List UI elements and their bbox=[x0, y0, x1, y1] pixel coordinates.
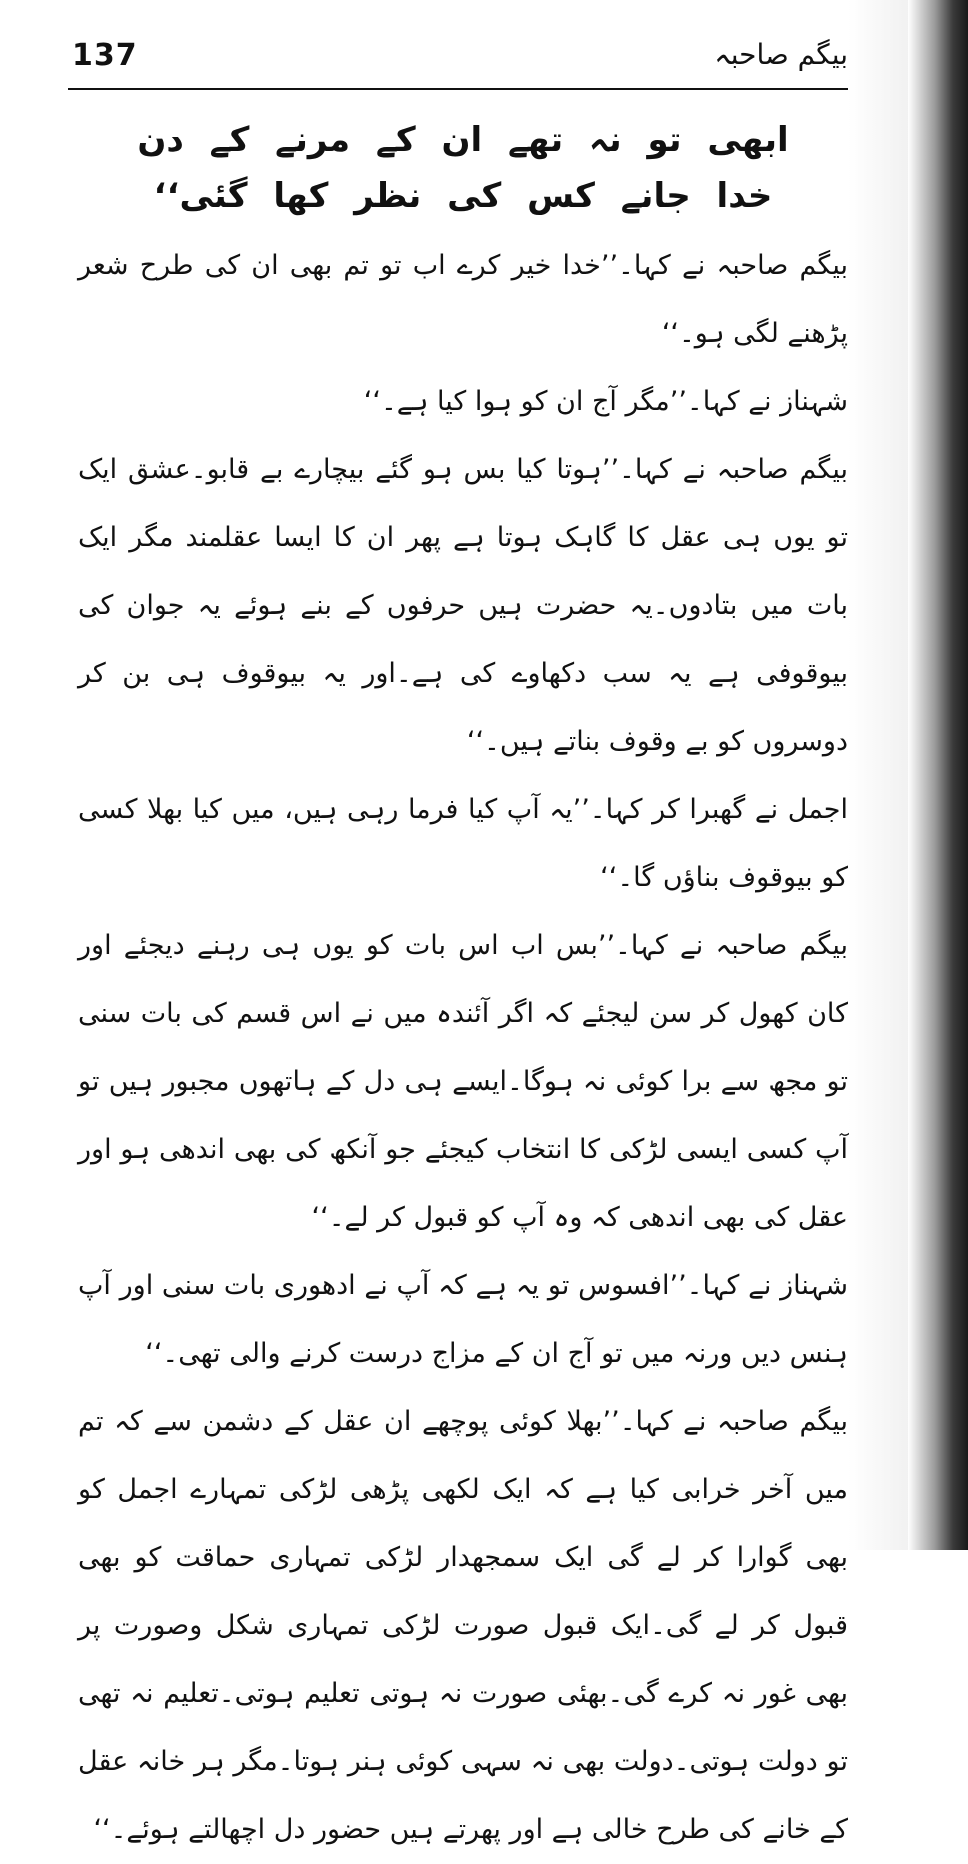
paragraph: بیگم صاحبہ نے کہا۔’’بھلا کوئی پوچھے ان عقل کے دشمن سے کہ تم میں آخر خرابی کیا ہے کہ ایک لکھی پڑھی لڑکی تمہارے اجمل کو بھی گوارا کر لے گی ایک سمجھدار لڑکی تمہاری حماقت کو بھی قبول کر لے گی۔ایک قبول صورت لڑکی تمہاری شکل وصورت پر بھی غور نہ کرے گی۔بھئی صورت نہ ہوتی تعلیم ہوتی۔تعلیم نہ تھی تو دولت ہوتی۔دولت بھی نہ سہی کوئی ہنر ہوتا۔مگر ہر خانہ عقل کے خانے کی طرح خالی ہے اور پھرتے ہیں حضور دل اچھالتے ہوئے۔‘‘ bbox=[78, 1406, 848, 1845]
paragraph: اجمل نے گھبرا کر کہا۔’’یہ آپ کیا فرما رہی ہیں، میں کیا بھلا کسی کو بیوقوف بناؤں گا۔‘‘ bbox=[78, 794, 848, 893]
page-number: 137 bbox=[72, 38, 138, 73]
paragraph: بیگم صاحبہ نے کہا۔’’خدا خیر کرے اب تو تم بھی ان کی طرح شعر پڑھنے لگی ہو۔‘‘ bbox=[78, 250, 848, 349]
page-body bbox=[78, 112, 848, 1864]
page-binding-edge bbox=[908, 0, 968, 1550]
page-shadow bbox=[848, 0, 908, 1550]
paragraph: بیگم صاحبہ نے کہا۔’’ہوتا کیا بس ہو گئے بیچارے بے قابو۔عشق ایک تو یوں ہی عقل کا گاہک ہوتا ہے پھر ان کا ایسا عقلمند مگر ایک بات میں بتادوں۔یہ حضرت ہیں حرفوں کے بنے ہوئے یہ جوان کی بیوقوفی ہے یہ سب دکھاوے کی ہے۔اور یہ بیوقوف ہی بن کر دوسروں کو بے وقوف بناتے ہیں۔‘‘ bbox=[78, 454, 848, 757]
verse-line: خدا جانے کس کی نظر کھا گئی‘‘ bbox=[153, 176, 773, 216]
paragraph: شہناز نے کہا۔’’مگر آج ان کو ہوا کیا ہے۔‘‘ bbox=[363, 386, 848, 417]
running-title: بیگم صاحبہ bbox=[714, 38, 848, 71]
paragraph: بیگم صاحبہ نے کہا۔’’بس اب اس بات کو یوں ہی رہنے دیجئے اور کان کھول کر سن لیجئے کہ اگر آئندہ میں نے اس قسم کی بات سنی تو مجھ سے برا کوئی نہ ہوگا۔ایسے ہی دل کے ہاتھوں مجبور ہیں تو آپ کسی ایسی لڑکی کا انتخاب کیجئے جو آنکھ کی بھی اندھی ہو اور عقل کی بھی اندھی کہ وہ آپ کو قبول کر لے۔‘‘ bbox=[78, 930, 848, 1233]
verse-line: ابھی تو نہ تھے ان کے مرنے کے دن bbox=[137, 120, 789, 160]
paragraph: شہناز نے کہا۔’’افسوس تو یہ ہے کہ آپ نے ادھوری بات سنی اور آپ ہنس دیں ورنہ میں تو آج ان کے مزاج درست کرنے والی تھی۔‘‘ bbox=[78, 1270, 848, 1369]
header-rule bbox=[68, 88, 848, 90]
